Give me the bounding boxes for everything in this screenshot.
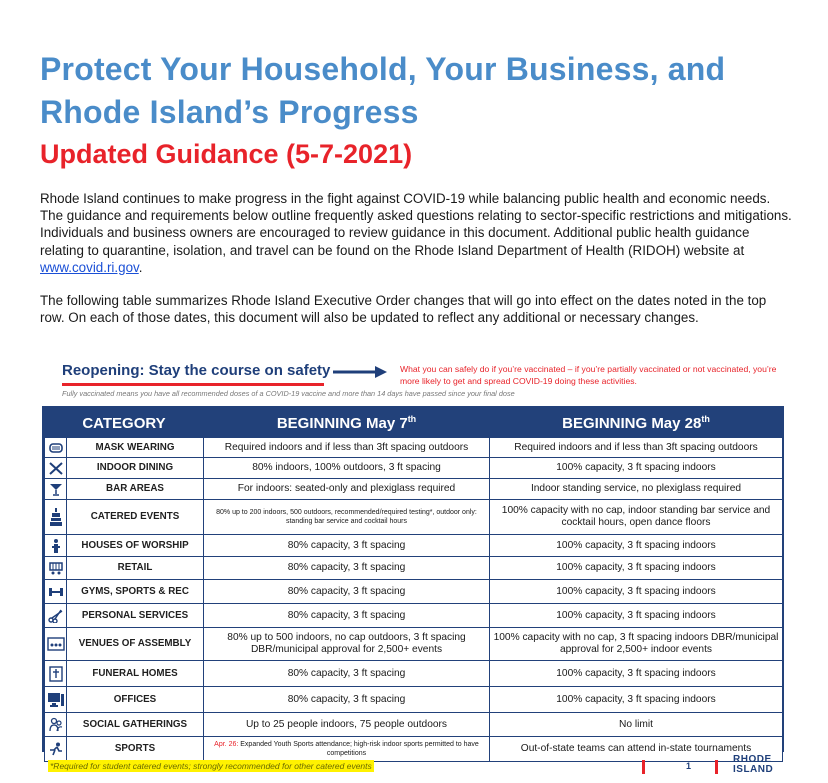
- dining-icon: [45, 458, 67, 479]
- may28-cell: No limit: [490, 713, 783, 737]
- guidance-table: [42, 406, 784, 757]
- may28-cell: Out-of-state teams can attend in-state tournaments: [490, 737, 783, 762]
- may28-cell: 100% capacity, 3 ft spacing indoors: [490, 687, 783, 713]
- may28-header: [490, 409, 783, 438]
- category-cell: PERSONAL SERVICES: [67, 604, 204, 628]
- cake-icon: [45, 500, 67, 535]
- funeral-icon: [45, 661, 67, 687]
- ridoh-website-link[interactable]: www.covid.ri.gov: [40, 259, 139, 275]
- category-cell: INDOOR DINING: [67, 458, 204, 479]
- scissors-icon: [45, 604, 67, 628]
- fully-vaccinated-definition: Fully vaccinated means you have all recommended doses of a COVID-19 vaccine and more than 14 days have passed since your final dose: [62, 389, 515, 398]
- mask-icon: [45, 438, 67, 458]
- table-row: [45, 580, 783, 604]
- reopening-heading: Reopening: Stay the course on safety: [62, 362, 331, 379]
- may7-header-text: BEGINNING May 7: [276, 415, 408, 432]
- category-cell: CATERED EVENTS: [67, 500, 204, 535]
- may28-header-sup: th: [701, 414, 710, 424]
- may28-cell: Indoor standing service, no plexiglass required: [490, 479, 783, 500]
- category-cell: OFFICES: [67, 687, 204, 713]
- vaccinated-note: What you can safely do if you’re vaccinated – if you’re partially vaccinated or not vaccinated, you’re more likely to get and spread COVID-19 doing these activities.: [400, 364, 777, 386]
- table-row: [45, 557, 783, 580]
- reopening-underline: [62, 383, 324, 386]
- intro-paragraph-1: [40, 190, 792, 276]
- may7-cell: [204, 737, 490, 762]
- may7-cell: 80% capacity, 3 ft spacing: [204, 661, 490, 687]
- may28-cell: 100% capacity, 3 ft spacing indoors: [490, 661, 783, 687]
- may7-cell: 80% capacity, 3 ft spacing: [204, 535, 490, 557]
- may28-cell: 100% capacity, 3 ft spacing indoors: [490, 580, 783, 604]
- page-subtitle: Updated Guidance (5-7-2021): [40, 139, 413, 169]
- may7-cell: 80% up to 500 indoors, no cap outdoors, 3 ft spacing DBR/municipal approval for 2,500+ events: [204, 628, 490, 661]
- category-cell: FUNERAL HOMES: [67, 661, 204, 687]
- category-cell: VENUES OF ASSEMBLY: [67, 628, 204, 661]
- may7-cell: Up to 25 people indoors, 75 people outdoors: [204, 713, 490, 737]
- rhode-island-logo: [733, 755, 773, 775]
- logo-line-1: RHODE: [733, 754, 772, 765]
- worship-icon: [45, 535, 67, 557]
- sports-date: Apr. 26:: [214, 741, 239, 748]
- may7-cell: 80% capacity, 3 ft spacing: [204, 557, 490, 580]
- sports-may7-text: Expanded Youth Sports attendance; high-risk indoor sports permitted to have competitions: [240, 741, 479, 757]
- dumbbell-icon: [45, 580, 67, 604]
- table-row: [45, 713, 783, 737]
- category-cell: GYMS, SPORTS & REC: [67, 580, 204, 604]
- may7-cell: For indoors: seated-only and plexiglass required: [204, 479, 490, 500]
- footnote: *Required for student catered events; strongly recommended for other catered events: [50, 761, 372, 771]
- table-row: [45, 479, 783, 500]
- table-row: [45, 458, 783, 479]
- table-row: [45, 628, 783, 661]
- may28-cell: 100% capacity, 3 ft spacing indoors: [490, 557, 783, 580]
- intro-paragraph-1-end: .: [138, 259, 143, 275]
- footer-divider: [642, 760, 645, 774]
- table-row: [45, 687, 783, 713]
- category-cell: SOCIAL GATHERINGS: [67, 713, 204, 737]
- intro-paragraph-1-text: Rhode Island continues to make progress in the fight against COVID-19 while balancing public health and economic needs. The guidance and requirements below outline frequently asked questions relating to sector-specific restrictions and mitigations. Individuals and business owners are encouraged to review guidance in this document. Additional public health guidance relating to quarantine, isolation, and travel can be found on the Rhode Island Department of Health (RIDOH) website at: [40, 191, 792, 258]
- people-icon: [45, 713, 67, 737]
- table-row: [45, 438, 783, 458]
- right-arrow-icon: [333, 366, 387, 378]
- category-header: CATEGORY: [45, 409, 204, 438]
- may28-header-text: BEGINNING May 28: [562, 415, 702, 432]
- may7-cell: Required indoors and if less than 3ft spacing outdoors: [204, 438, 490, 458]
- category-cell: MASK WEARING: [67, 438, 204, 458]
- table-row: [45, 604, 783, 628]
- intro-paragraph-2: The following table summarizes Rhode Island Executive Order changes that will go into effect on the dates noted in the top row. On each of those dates, this document will also be updated to reflect any additional or necessary changes.: [40, 293, 767, 326]
- may7-cell: 80% capacity, 3 ft spacing: [204, 687, 490, 713]
- table-row: [45, 535, 783, 557]
- page-number: 1: [686, 761, 692, 771]
- category-cell: RETAIL: [67, 557, 204, 580]
- may7-header: [204, 409, 490, 438]
- may7-cell: 80% indoors, 100% outdoors, 3 ft spacing: [204, 458, 490, 479]
- category-cell: BAR AREAS: [67, 479, 204, 500]
- may7-cell: 80% up to 200 indoors, 500 outdoors, recommended/required testing*, outdoor only: standing bar service and cocktail hours: [204, 500, 490, 535]
- may7-header-sup: th: [407, 414, 417, 424]
- may28-cell: 100% capacity, 3 ft spacing indoors: [490, 535, 783, 557]
- table-row: [45, 661, 783, 687]
- may28-cell: 100% capacity, 3 ft spacing indoors: [490, 604, 783, 628]
- category-cell: SPORTS: [67, 737, 204, 762]
- theater-icon: [45, 628, 67, 661]
- category-cell: HOUSES OF WORSHIP: [67, 535, 204, 557]
- may7-cell: 80% capacity, 3 ft spacing: [204, 604, 490, 628]
- footer-divider: [715, 760, 718, 774]
- logo-line-2: ISLAND: [733, 764, 774, 775]
- cocktail-icon: [45, 479, 67, 500]
- computer-icon: [45, 687, 67, 713]
- table-row: [45, 737, 783, 762]
- page-title: Protect Your Household, Your Business, and Rhode Island’s Progress: [40, 51, 726, 130]
- runner-icon: [45, 737, 67, 762]
- may28-cell: 100% capacity with no cap, 3 ft spacing indoors DBR/municipal approval for 2,500+ indoor events: [490, 628, 783, 661]
- may28-cell: Required indoors and if less than 3ft spacing outdoors: [490, 438, 783, 458]
- table-row: [45, 500, 783, 535]
- cart-icon: [45, 557, 67, 580]
- may28-cell: 100% capacity, 3 ft spacing indoors: [490, 458, 783, 479]
- may7-cell: 80% capacity, 3 ft spacing: [204, 580, 490, 604]
- table-header-row: [45, 409, 783, 438]
- may28-cell: 100% capacity with no cap, indoor standing bar service and cocktail hours, open dance floors: [490, 500, 783, 535]
